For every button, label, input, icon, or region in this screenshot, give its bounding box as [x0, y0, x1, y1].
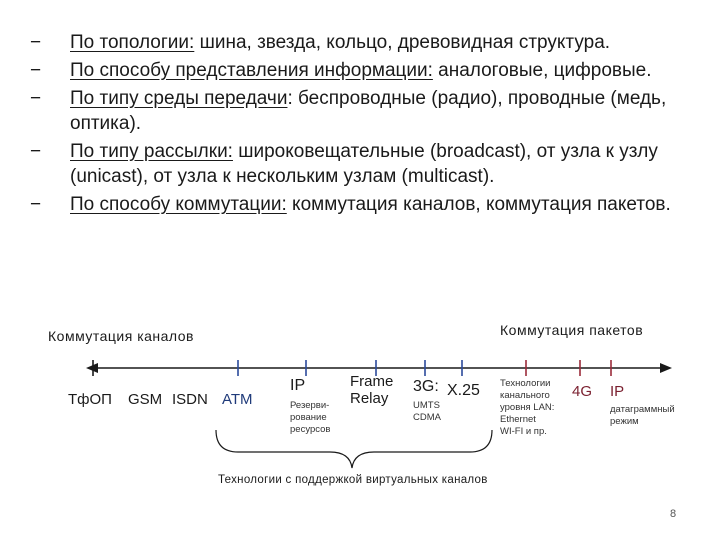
- item-lan: Технологии канального уровня LAN: Ethernet WI-FI и пр.: [500, 378, 555, 437]
- circuit-switching-label: Коммутация каналов: [48, 328, 194, 344]
- packet-switching-label: Коммутация пакетов: [500, 322, 644, 338]
- bullet-dash: −: [30, 194, 42, 215]
- item-4g: 4G: [572, 383, 593, 400]
- item-ip-datagram: IP: [610, 383, 625, 400]
- item-frame-relay: Frame Relay: [350, 373, 394, 407]
- bullet-dash: −: [30, 141, 42, 162]
- item-x25: X.25: [447, 382, 480, 399]
- bullet-label: По топологии:: [70, 32, 195, 53]
- left-arrowhead: [86, 363, 98, 373]
- item-tfop: ТфОП: [68, 391, 112, 408]
- item-3g: 3G:: [413, 378, 439, 395]
- item-3g-sub: UMTS CDMA: [413, 400, 441, 423]
- item-atm: ATM: [222, 391, 253, 408]
- item-ip-reservation: IP: [290, 377, 306, 394]
- bullet-text: коммутация каналов, коммутация пакетов.: [286, 194, 671, 215]
- bullet-dash: −: [30, 32, 42, 53]
- bullet-text: широковещательные (broadcast), от узла к узлу (unicast), от узла к нескольким узлам (multicast).: [70, 141, 658, 187]
- item-isdn: ISDN: [172, 391, 208, 408]
- virtual-circuits-caption: Технологии с поддержкой виртуальных каналов: [218, 474, 488, 486]
- bullet-label: По типу рассылки:: [70, 141, 233, 162]
- bullet-dash: −: [30, 88, 42, 109]
- bullet-text: аналоговые, цифровые.: [432, 60, 652, 81]
- bullet-text: шина, звезда, кольцо, древовидная структура.: [194, 32, 611, 53]
- bullet-label: По способу представления информации:: [70, 60, 433, 81]
- bullet-label: По способу коммутации:: [70, 194, 287, 215]
- item-gsm: GSM: [128, 391, 163, 408]
- virtual-circuits-brace: [216, 430, 492, 468]
- right-arrowhead: [660, 363, 672, 373]
- page-number: 8: [670, 508, 677, 520]
- bullet-dash: −: [30, 60, 42, 81]
- bullet-label: По типу среды передачи: [70, 88, 288, 109]
- bullet-text: : беспроводные (радио), проводные (медь, оптика).: [70, 88, 667, 134]
- item-ip-datagram-sub: датаграммный режим: [610, 404, 675, 427]
- item-ip-reservation-sub: Резерви- рование ресурсов: [290, 400, 331, 435]
